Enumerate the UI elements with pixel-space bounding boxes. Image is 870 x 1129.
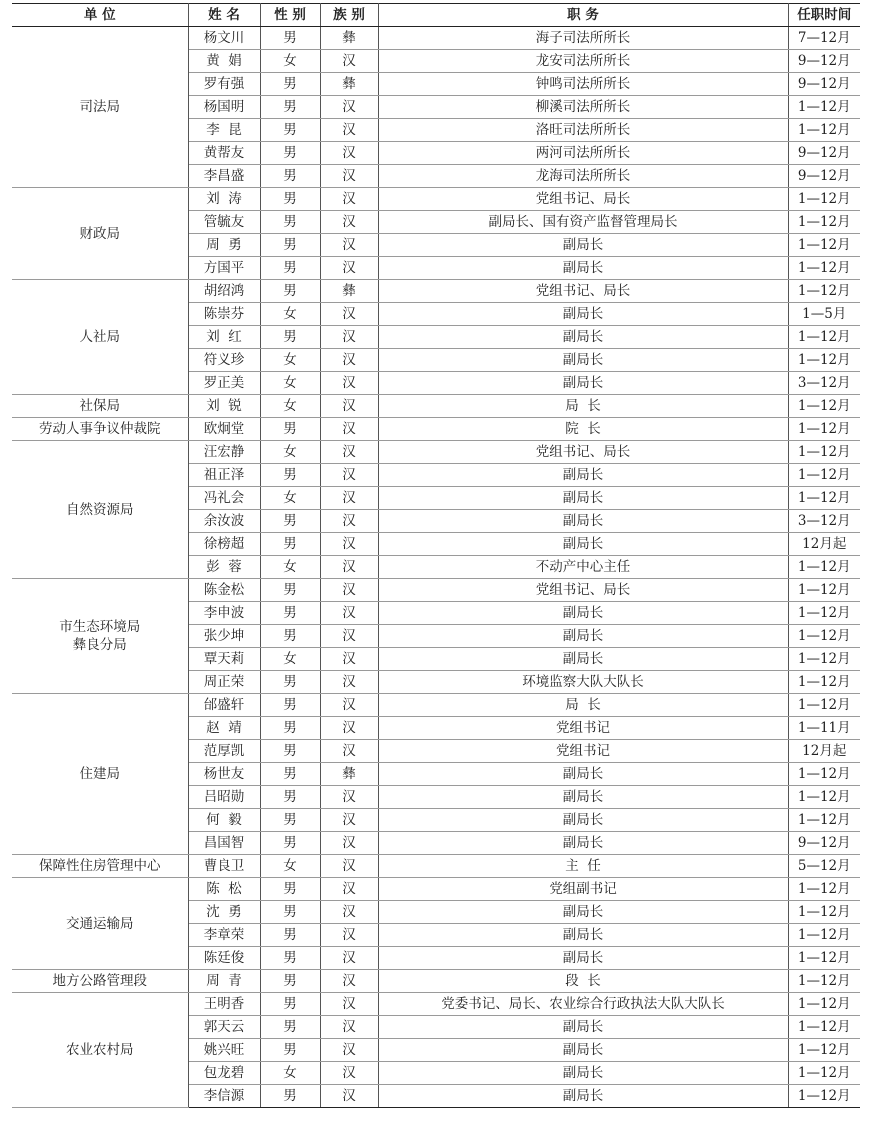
position-cell: 党组书记 [378, 740, 788, 763]
gender-cell: 男 [260, 602, 320, 625]
position-cell: 段 长 [378, 970, 788, 993]
term-cell: 1—12月 [788, 970, 860, 993]
term-cell: 1—12月 [788, 763, 860, 786]
ethnicity-cell: 汉 [320, 303, 378, 326]
name-cell: 郭天云 [188, 1016, 260, 1039]
unit-label: 保障性住房管理中心 [39, 858, 161, 874]
position-cell: 柳溪司法所所长 [378, 96, 788, 119]
name-cell: 黄帮友 [188, 142, 260, 165]
term-cell: 1—12月 [788, 96, 860, 119]
name-cell: 吕昭勋 [188, 786, 260, 809]
position-cell: 副局长 [378, 832, 788, 855]
gender-cell: 女 [260, 372, 320, 395]
unit-label: 住建局 [79, 766, 120, 782]
gender-cell: 男 [260, 27, 320, 50]
term-cell: 1—12月 [788, 648, 860, 671]
ethnicity-cell: 汉 [320, 234, 378, 257]
unit-cell [12, 418, 188, 441]
ethnicity-cell: 汉 [320, 717, 378, 740]
term-cell: 1—12月 [788, 625, 860, 648]
term-cell: 1—12月 [788, 326, 860, 349]
ethnicity-cell: 汉 [320, 1085, 378, 1108]
position-cell: 副局长 [378, 326, 788, 349]
name-cell: 李章荣 [188, 924, 260, 947]
ethnicity-cell: 汉 [320, 1016, 378, 1039]
ethnicity-cell: 汉 [320, 648, 378, 671]
name-cell: 黄 娟 [188, 50, 260, 73]
gender-cell: 男 [260, 740, 320, 763]
term-cell: 9—12月 [788, 50, 860, 73]
position-cell: 副局长 [378, 1085, 788, 1108]
position-cell: 院 长 [378, 418, 788, 441]
table-row [12, 441, 860, 464]
officials-table [12, 3, 860, 1108]
term-cell: 1—12月 [788, 349, 860, 372]
term-cell: 1—12月 [788, 188, 860, 211]
ethnicity-cell: 汉 [320, 464, 378, 487]
gender-cell: 女 [260, 441, 320, 464]
position-cell: 副局长 [378, 1016, 788, 1039]
ethnicity-cell: 汉 [320, 832, 378, 855]
position-cell: 副局长 [378, 648, 788, 671]
name-cell: 周 青 [188, 970, 260, 993]
gender-cell: 男 [260, 73, 320, 96]
term-cell: 1—12月 [788, 556, 860, 579]
name-cell: 刘 涛 [188, 188, 260, 211]
term-cell: 1—12月 [788, 1062, 860, 1085]
term-cell: 12月起 [788, 533, 860, 556]
header-name: 姓 名 [188, 4, 260, 27]
term-cell: 12月起 [788, 740, 860, 763]
gender-cell: 男 [260, 280, 320, 303]
term-cell: 9—12月 [788, 142, 860, 165]
term-cell: 1—12月 [788, 119, 860, 142]
gender-cell: 男 [260, 809, 320, 832]
position-cell: 党组书记、局长 [378, 579, 788, 602]
term-cell: 1—12月 [788, 464, 860, 487]
term-cell: 1—12月 [788, 579, 860, 602]
ethnicity-cell: 汉 [320, 50, 378, 73]
name-cell: 沈 勇 [188, 901, 260, 924]
term-cell: 1—5月 [788, 303, 860, 326]
gender-cell: 男 [260, 625, 320, 648]
term-cell: 9—12月 [788, 832, 860, 855]
position-cell: 局 长 [378, 395, 788, 418]
unit-cell [12, 280, 188, 395]
term-cell: 1—12月 [788, 280, 860, 303]
name-cell: 余汝波 [188, 510, 260, 533]
position-cell: 副局长 [378, 257, 788, 280]
header-gender: 性 别 [260, 4, 320, 27]
name-cell: 罗正美 [188, 372, 260, 395]
position-cell: 海子司法所所长 [378, 27, 788, 50]
unit-label: 劳动人事争议仲裁院 [39, 421, 161, 437]
position-cell: 副局长 [378, 809, 788, 832]
gender-cell: 男 [260, 1039, 320, 1062]
table-row [12, 395, 860, 418]
ethnicity-cell: 汉 [320, 533, 378, 556]
name-cell: 陈廷俊 [188, 947, 260, 970]
name-cell: 管毓友 [188, 211, 260, 234]
gender-cell: 男 [260, 119, 320, 142]
ethnicity-cell: 汉 [320, 579, 378, 602]
term-cell: 1—12月 [788, 947, 860, 970]
ethnicity-cell: 彝 [320, 280, 378, 303]
term-cell: 3—12月 [788, 372, 860, 395]
ethnicity-cell: 彝 [320, 763, 378, 786]
position-cell: 两河司法所所长 [378, 142, 788, 165]
term-cell: 1—12月 [788, 602, 860, 625]
unit-cell [12, 188, 188, 280]
gender-cell: 女 [260, 487, 320, 510]
term-cell: 1—12月 [788, 418, 860, 441]
ethnicity-cell: 汉 [320, 809, 378, 832]
table-body [12, 27, 860, 1108]
gender-cell: 男 [260, 763, 320, 786]
gender-cell: 男 [260, 878, 320, 901]
unit-cell [12, 441, 188, 579]
name-cell: 王明香 [188, 993, 260, 1016]
ethnicity-cell: 汉 [320, 211, 378, 234]
gender-cell: 男 [260, 418, 320, 441]
term-cell: 1—12月 [788, 878, 860, 901]
ethnicity-cell: 汉 [320, 625, 378, 648]
gender-cell: 女 [260, 855, 320, 878]
ethnicity-cell: 汉 [320, 924, 378, 947]
gender-cell: 男 [260, 970, 320, 993]
gender-cell: 男 [260, 993, 320, 1016]
term-cell: 1—12月 [788, 901, 860, 924]
ethnicity-cell: 汉 [320, 96, 378, 119]
header-ethnicity: 族 别 [320, 4, 378, 27]
term-cell: 1—12月 [788, 1016, 860, 1039]
term-cell: 1—12月 [788, 395, 860, 418]
name-cell: 刘 红 [188, 326, 260, 349]
name-cell: 周正荣 [188, 671, 260, 694]
table-row [12, 993, 860, 1016]
ethnicity-cell: 汉 [320, 947, 378, 970]
name-cell: 陈 松 [188, 878, 260, 901]
gender-cell: 女 [260, 50, 320, 73]
name-cell: 罗有强 [188, 73, 260, 96]
ethnicity-cell: 汉 [320, 970, 378, 993]
ethnicity-cell: 汉 [320, 993, 378, 1016]
ethnicity-cell: 汉 [320, 556, 378, 579]
position-cell: 洛旺司法所所长 [378, 119, 788, 142]
position-cell: 不动产中心主任 [378, 556, 788, 579]
name-cell: 周 勇 [188, 234, 260, 257]
name-cell: 方国平 [188, 257, 260, 280]
term-cell: 1—12月 [788, 441, 860, 464]
gender-cell: 女 [260, 556, 320, 579]
unit-label: 交通运输局 [66, 915, 134, 932]
position-cell: 副局长 [378, 602, 788, 625]
gender-cell: 女 [260, 648, 320, 671]
gender-cell: 男 [260, 96, 320, 119]
ethnicity-cell: 汉 [320, 349, 378, 372]
unit-cell [12, 993, 188, 1108]
name-cell: 陈崇芬 [188, 303, 260, 326]
term-cell: 1—12月 [788, 487, 860, 510]
term-cell: 1—12月 [788, 993, 860, 1016]
unit-cell [12, 395, 188, 418]
ethnicity-cell: 彝 [320, 73, 378, 96]
gender-cell: 女 [260, 1062, 320, 1085]
name-cell: 杨文川 [188, 27, 260, 50]
ethnicity-cell: 汉 [320, 1062, 378, 1085]
ethnicity-cell: 汉 [320, 855, 378, 878]
ethnicity-cell: 汉 [320, 326, 378, 349]
position-cell: 副局长 [378, 487, 788, 510]
term-cell: 1—12月 [788, 257, 860, 280]
position-cell: 党组副书记 [378, 878, 788, 901]
name-cell: 彭 蓉 [188, 556, 260, 579]
unit-cell [12, 855, 188, 878]
position-cell: 副局长 [378, 349, 788, 372]
unit-label: 彝良分局 [72, 637, 127, 653]
table-row [12, 878, 860, 901]
ethnicity-cell: 汉 [320, 142, 378, 165]
unit-label: 司法局 [79, 99, 120, 115]
name-cell: 杨世友 [188, 763, 260, 786]
header-unit: 单 位 [12, 4, 188, 27]
ethnicity-cell: 汉 [320, 786, 378, 809]
table-row [12, 27, 860, 50]
term-cell: 1—12月 [788, 211, 860, 234]
ethnicity-cell: 汉 [320, 878, 378, 901]
name-cell: 赵 靖 [188, 717, 260, 740]
name-cell: 祖正泽 [188, 464, 260, 487]
unit-label: 自然资源局 [66, 501, 134, 518]
name-cell: 曹良卫 [188, 855, 260, 878]
term-cell: 1—12月 [788, 1085, 860, 1108]
unit-cell [12, 970, 188, 993]
position-cell: 副局长 [378, 510, 788, 533]
unit-cell [12, 878, 188, 970]
ethnicity-cell: 汉 [320, 418, 378, 441]
position-cell: 龙安司法所所长 [378, 50, 788, 73]
term-cell: 5—12月 [788, 855, 860, 878]
gender-cell: 男 [260, 924, 320, 947]
header-row [12, 4, 860, 27]
table-header [12, 4, 860, 27]
gender-cell: 男 [260, 694, 320, 717]
unit-label: 人社局 [79, 329, 120, 345]
position-cell: 主 任 [378, 855, 788, 878]
name-cell: 何 毅 [188, 809, 260, 832]
name-cell: 李 昆 [188, 119, 260, 142]
table-row [12, 855, 860, 878]
term-cell: 1—12月 [788, 694, 860, 717]
name-cell: 冯礼会 [188, 487, 260, 510]
name-cell: 范厚凯 [188, 740, 260, 763]
position-cell: 副局长 [378, 464, 788, 487]
name-cell: 张少坤 [188, 625, 260, 648]
table-row [12, 579, 860, 602]
position-cell: 局 长 [378, 694, 788, 717]
unit-label: 地方公路管理段 [52, 973, 147, 989]
ethnicity-cell: 汉 [320, 165, 378, 188]
gender-cell: 男 [260, 901, 320, 924]
header-position: 职 务 [378, 4, 788, 27]
name-cell: 覃天莉 [188, 648, 260, 671]
position-cell: 龙海司法所所长 [378, 165, 788, 188]
name-cell: 胡绍鸿 [188, 280, 260, 303]
gender-cell: 男 [260, 142, 320, 165]
ethnicity-cell: 汉 [320, 395, 378, 418]
position-cell: 钟鸣司法所所长 [378, 73, 788, 96]
name-cell: 符义珍 [188, 349, 260, 372]
position-cell: 副局长 [378, 1062, 788, 1085]
gender-cell: 男 [260, 579, 320, 602]
term-cell: 7—12月 [788, 27, 860, 50]
ethnicity-cell: 汉 [320, 372, 378, 395]
gender-cell: 男 [260, 1085, 320, 1108]
ethnicity-cell: 汉 [320, 901, 378, 924]
name-cell: 昌国智 [188, 832, 260, 855]
ethnicity-cell: 汉 [320, 740, 378, 763]
position-cell: 党组书记、局长 [378, 441, 788, 464]
name-cell: 汪宏静 [188, 441, 260, 464]
table-row [12, 188, 860, 211]
term-cell: 1—12月 [788, 1039, 860, 1062]
gender-cell: 男 [260, 234, 320, 257]
ethnicity-cell: 汉 [320, 694, 378, 717]
position-cell: 副局长、国有资产监督管理局长 [378, 211, 788, 234]
name-cell: 李申波 [188, 602, 260, 625]
gender-cell: 男 [260, 211, 320, 234]
name-cell: 邰盛轩 [188, 694, 260, 717]
unit-label: 市生态环境局 [59, 619, 141, 635]
name-cell: 李信源 [188, 1085, 260, 1108]
unit-label: 财政局 [79, 225, 120, 242]
gender-cell: 男 [260, 464, 320, 487]
name-cell: 包龙碧 [188, 1062, 260, 1085]
gender-cell: 女 [260, 395, 320, 418]
position-cell: 副局长 [378, 947, 788, 970]
position-cell: 副局长 [378, 786, 788, 809]
gender-cell: 男 [260, 947, 320, 970]
ethnicity-cell: 汉 [320, 671, 378, 694]
gender-cell: 女 [260, 349, 320, 372]
unit-cell [12, 579, 188, 694]
position-cell: 党组书记、局长 [378, 280, 788, 303]
term-cell: 1—12月 [788, 924, 860, 947]
ethnicity-cell: 汉 [320, 257, 378, 280]
term-cell: 1—12月 [788, 786, 860, 809]
officials-table-wrapper [12, 3, 860, 1108]
gender-cell: 男 [260, 188, 320, 211]
gender-cell: 男 [260, 1016, 320, 1039]
gender-cell: 男 [260, 165, 320, 188]
position-cell: 副局长 [378, 901, 788, 924]
position-cell: 副局长 [378, 763, 788, 786]
term-cell: 9—12月 [788, 165, 860, 188]
ethnicity-cell: 汉 [320, 188, 378, 211]
name-cell: 欧炯堂 [188, 418, 260, 441]
position-cell: 副局长 [378, 372, 788, 395]
term-cell: 3—12月 [788, 510, 860, 533]
table-row [12, 418, 860, 441]
ethnicity-cell: 汉 [320, 441, 378, 464]
gender-cell: 男 [260, 533, 320, 556]
gender-cell: 男 [260, 786, 320, 809]
ethnicity-cell: 汉 [320, 119, 378, 142]
unit-label: 农业农村局 [66, 1042, 134, 1058]
position-cell: 副局长 [378, 625, 788, 648]
term-cell: 9—12月 [788, 73, 860, 96]
unit-label: 社保局 [79, 398, 120, 414]
ethnicity-cell: 汉 [320, 1039, 378, 1062]
name-cell: 陈金松 [188, 579, 260, 602]
position-cell: 党组书记、局长 [378, 188, 788, 211]
name-cell: 李昌盛 [188, 165, 260, 188]
gender-cell: 男 [260, 510, 320, 533]
ethnicity-cell: 彝 [320, 27, 378, 50]
ethnicity-cell: 汉 [320, 510, 378, 533]
table-row [12, 280, 860, 303]
position-cell: 副局长 [378, 533, 788, 556]
gender-cell: 男 [260, 832, 320, 855]
term-cell: 1—12月 [788, 234, 860, 257]
position-cell: 副局长 [378, 924, 788, 947]
gender-cell: 男 [260, 671, 320, 694]
position-cell: 副局长 [378, 234, 788, 257]
name-cell: 姚兴旺 [188, 1039, 260, 1062]
header-term: 任职时间 [788, 4, 860, 27]
gender-cell: 女 [260, 303, 320, 326]
position-cell: 党委书记、局长、农业综合行政执法大队大队长 [378, 993, 788, 1016]
name-cell: 徐榜超 [188, 533, 260, 556]
position-cell: 副局长 [378, 1039, 788, 1062]
gender-cell: 男 [260, 326, 320, 349]
gender-cell: 男 [260, 257, 320, 280]
position-cell: 环境监察大队大队长 [378, 671, 788, 694]
ethnicity-cell: 汉 [320, 487, 378, 510]
position-cell: 党组书记 [378, 717, 788, 740]
name-cell: 刘 锐 [188, 395, 260, 418]
name-cell: 杨国明 [188, 96, 260, 119]
table-row [12, 694, 860, 717]
term-cell: 1—12月 [788, 671, 860, 694]
unit-cell [12, 694, 188, 855]
term-cell: 1—11月 [788, 717, 860, 740]
term-cell: 1—12月 [788, 809, 860, 832]
unit-cell [12, 27, 188, 188]
table-row [12, 970, 860, 993]
ethnicity-cell: 汉 [320, 602, 378, 625]
position-cell: 副局长 [378, 303, 788, 326]
gender-cell: 男 [260, 717, 320, 740]
